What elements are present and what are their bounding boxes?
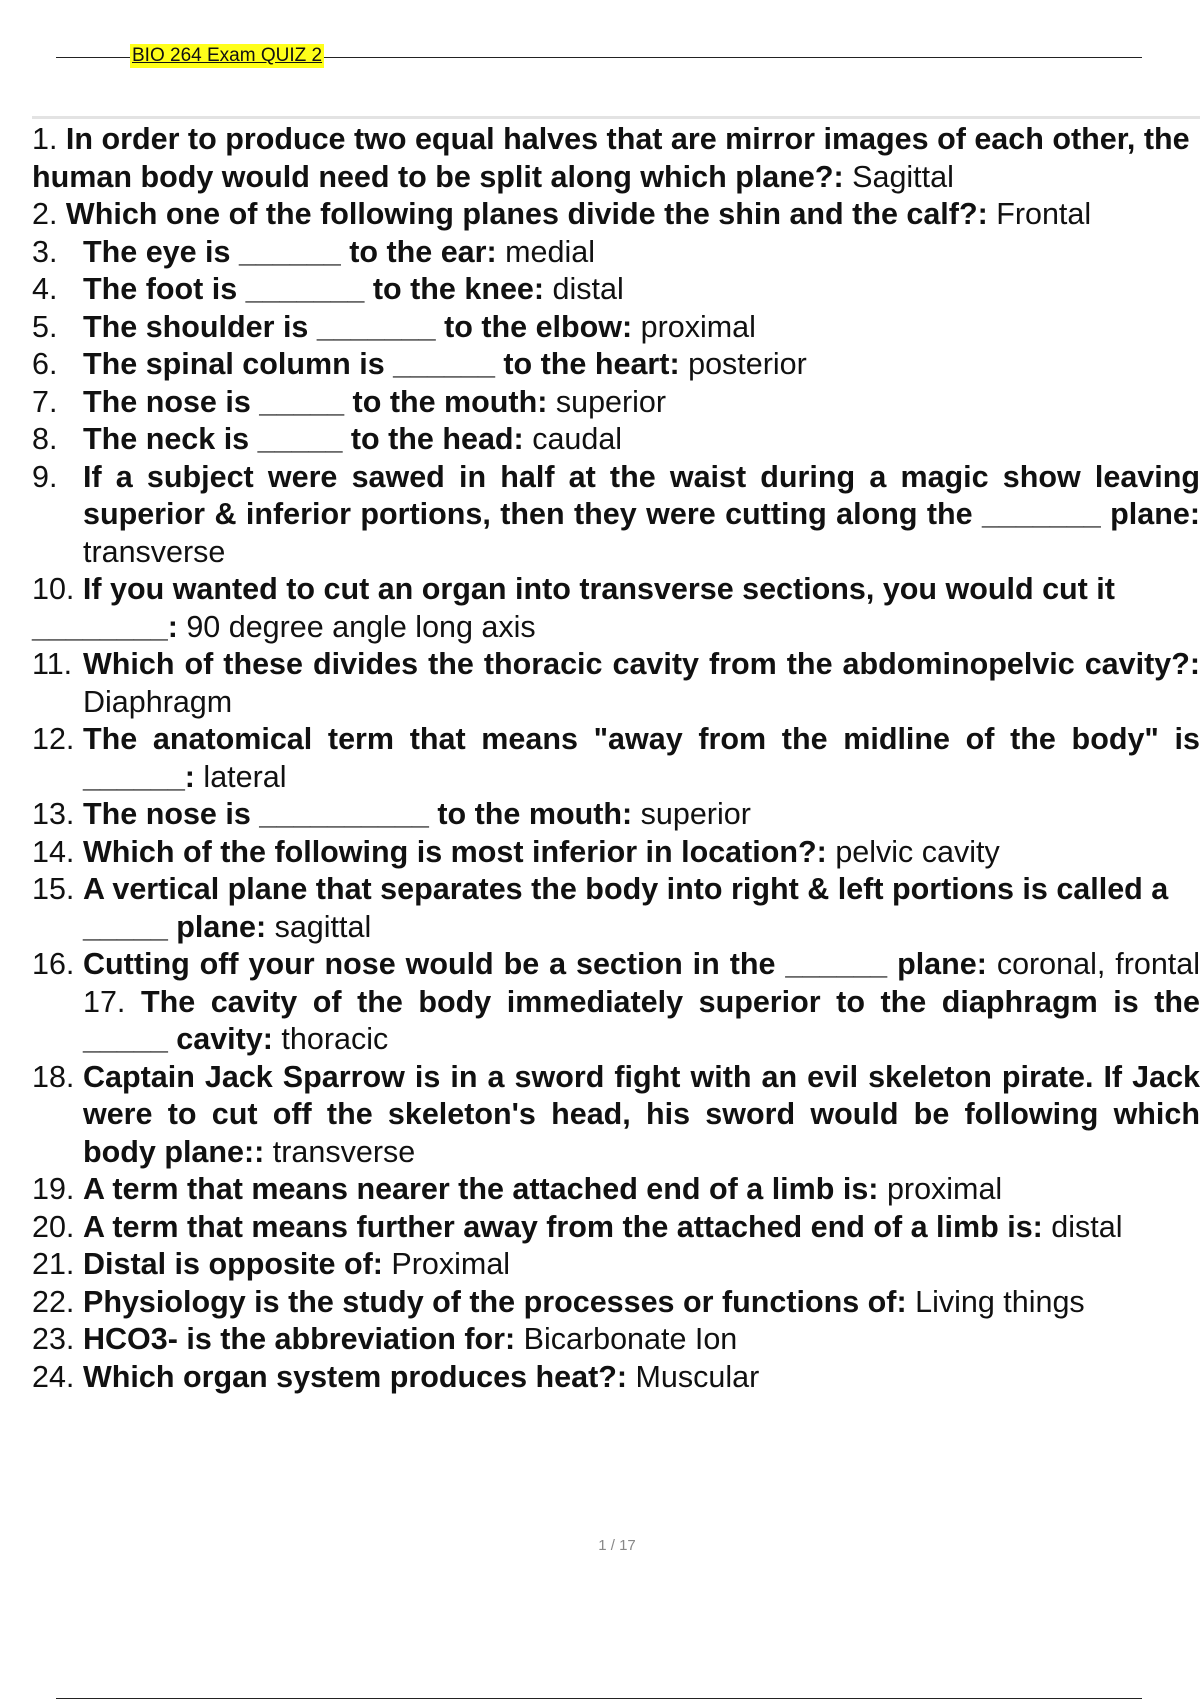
answer-text: 90 degree angle long axis: [186, 609, 536, 644]
question-text: The shoulder is _______ to the elbow:: [83, 309, 633, 344]
question-text: A vertical plane that separates the body into right & left portions is called a _____ plane:: [83, 872, 1169, 944]
question-text: The eye is ______ to the ear:: [83, 234, 497, 269]
answer-text: thoracic: [281, 1022, 389, 1056]
question-number: 18.: [32, 1059, 75, 1094]
answer-text: distal: [1051, 1209, 1123, 1244]
question-number: 2.: [32, 197, 58, 231]
question-number: 9.: [32, 459, 58, 494]
question-item: [0, 1246, 1200, 1284]
question-item: [0, 459, 1200, 572]
answer-text: coronal, frontal: [996, 947, 1200, 981]
question-text: The neck is _____ to the head:: [83, 422, 524, 456]
question-number: 21.: [32, 1247, 75, 1281]
question-number: 16.: [32, 947, 75, 981]
question-item: [0, 1171, 1200, 1209]
answer-text: caudal: [532, 422, 623, 456]
answer-text: Frontal: [996, 197, 1092, 231]
question-number: 17.: [83, 984, 126, 1019]
question-number: 7.: [32, 384, 58, 419]
answer-text: Living things: [915, 1284, 1085, 1319]
page-number: 1 / 17: [598, 1537, 636, 1554]
question-item: [0, 346, 1200, 384]
question-item: [0, 121, 1200, 196]
question-item: [0, 721, 1200, 796]
question-text: If a subject were sawed in half at the waist during a magic show leaving superior & inferior portions, then they were cutting along the _______ plane:: [83, 459, 1200, 531]
question-item: [0, 646, 1200, 721]
question-text: The spinal column is ______ to the heart:: [83, 347, 680, 381]
question-number: 20.: [32, 1209, 75, 1244]
answer-text: sagittal: [274, 909, 372, 944]
question-number: 22.: [32, 1284, 75, 1319]
question-text: Which organ system produces heat?:: [83, 1359, 628, 1394]
answer-text: Diaphragm: [83, 684, 233, 719]
footer-rule: [56, 1698, 1142, 1699]
answer-text: Sagittal: [852, 159, 954, 194]
question-number: 3.: [32, 234, 58, 269]
question-text: Physiology is the study of the processes or functions of:: [83, 1284, 907, 1319]
question-text: In order to produce two equal halves that are mirror images of each other, the human body would need to be split along which plane?:: [32, 122, 1190, 194]
question-text: Which of these divides the thoracic cavity from the abdominopelvic cavity?:: [83, 647, 1200, 681]
question-text: The foot is _______ to the knee:: [83, 272, 545, 306]
question-text: Captain Jack Sparrow is in a sword fight with an evil skeleton pirate. If Jack were to cut off the skeleton's head, his sword would be following which body plane::: [83, 1059, 1200, 1169]
question-item: [0, 271, 1200, 309]
question-number: 6.: [32, 347, 58, 381]
question-list: [0, 121, 1200, 1396]
question-number: 15.: [32, 872, 75, 906]
question-number: 12.: [32, 722, 75, 756]
answer-text: Muscular: [635, 1359, 760, 1394]
question-number: 10.: [32, 572, 75, 606]
divider: [32, 116, 1200, 119]
question-number: 14.: [32, 834, 75, 869]
question-text: Distal is opposite of:: [83, 1247, 383, 1281]
question-text: The anatomical term that means "away from the midline of the body" is ______:: [83, 722, 1200, 794]
question-item: [0, 1284, 1200, 1322]
question-text: If you wanted to cut an organ into transverse sections, you would cut it ________:: [32, 572, 1115, 644]
question-item: [0, 196, 1200, 234]
question-number: 23.: [32, 1322, 75, 1356]
question-text: HCO3- is the abbreviation for:: [83, 1322, 516, 1356]
question-item: [0, 1059, 1200, 1172]
answer-text: transverse: [83, 534, 226, 569]
answer-text: medial: [505, 234, 595, 269]
question-item: [0, 571, 1200, 646]
answer-text: distal: [552, 272, 624, 306]
question-text: The nose is _____ to the mouth:: [83, 384, 548, 419]
question-number: 13.: [32, 797, 75, 831]
question-text: Which of the following is most inferior in location?:: [83, 834, 827, 869]
question-item: [0, 1359, 1200, 1397]
document-title: BIO 264 Exam QUIZ 2: [132, 45, 323, 66]
question-number: 8.: [32, 422, 58, 456]
question-item: [0, 871, 1200, 946]
question-item: [0, 384, 1200, 422]
question-text: The cavity of the body immediately superior to the diaphragm is the _____ cavity:: [83, 984, 1200, 1056]
answer-text: Proximal: [391, 1247, 511, 1281]
answer-text: posterior: [688, 347, 807, 381]
question-text: A term that means nearer the attached end of a limb is:: [83, 1172, 879, 1206]
question-text: The nose is __________ to the mouth:: [83, 797, 633, 831]
question-item: [0, 834, 1200, 872]
question-number: 19.: [32, 1172, 75, 1206]
answer-text: Bicarbonate Ion: [523, 1322, 738, 1356]
question-item: [0, 309, 1200, 347]
question-item: [0, 946, 1200, 1059]
answer-text: superior: [640, 797, 751, 831]
question-item: [0, 796, 1200, 834]
question-item: [0, 1209, 1200, 1247]
question-text: Cutting off your nose would be a section in the ______ plane:: [83, 947, 987, 981]
question-number: 4.: [32, 272, 58, 306]
question-number: 11.: [32, 647, 73, 681]
answer-text: proximal: [640, 309, 756, 344]
answer-text: superior: [555, 384, 667, 419]
question-text: Which one of the following planes divide the shin and the calf?:: [65, 197, 988, 231]
question-number: 24.: [32, 1359, 75, 1394]
question-item: [0, 234, 1200, 272]
question-number: 5.: [32, 309, 58, 344]
answer-text: transverse: [272, 1134, 416, 1169]
question-item: [0, 1321, 1200, 1359]
question-text: A term that means further away from the attached end of a limb is:: [83, 1209, 1043, 1244]
question-number: 1.: [32, 122, 58, 156]
answer-text: proximal: [886, 1172, 1003, 1206]
answer-text: lateral: [203, 759, 287, 794]
answer-text: pelvic cavity: [835, 834, 1000, 869]
question-item: [0, 421, 1200, 459]
